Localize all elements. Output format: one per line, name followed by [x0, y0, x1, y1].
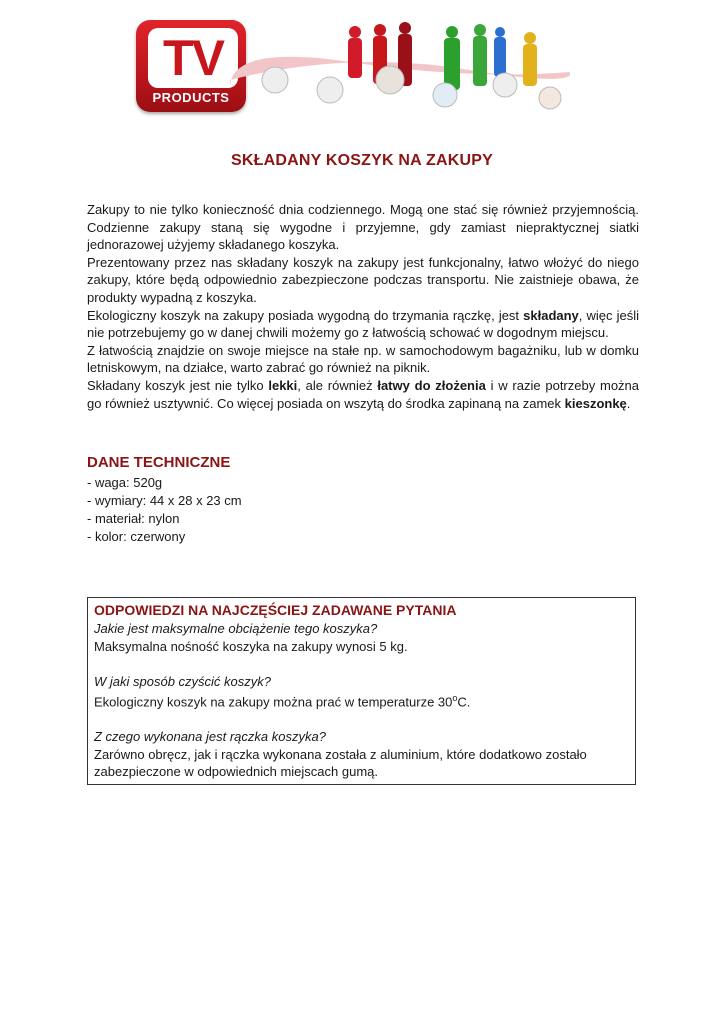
logo-tv-text: TV	[148, 28, 238, 88]
description-paragraph: Składany koszyk jest nie tylko lekki, ale również łatwy do złożenia i w razie potrzeby można go również usztywnić. Co więcej posiada on wszytą do środka zapinaną na zamek kieszonkę.	[87, 377, 640, 411]
faq-heading: ODPOWIEDZI NA NAJCZĘŚCIEJ ZADAWANE PYTANIA	[94, 602, 457, 618]
spec-item: - wymiary: 44 x 28 x 23 cm	[87, 493, 242, 508]
faq-answer: Ekologiczny koszyk na zakupy można prać w temperaturze 30$^o$C.	[94, 693, 471, 710]
faq-answer: Zarówno obręcz, jak i rączka wykonana została z aluminium, które dodatkowo zostało zabezpieczone w odpowiednich miejscach gumą.	[94, 746, 587, 780]
faq-question: Z czego wykonana jest rączka koszyka?	[94, 729, 326, 745]
faq-question: Jakie jest maksymalne obciążenie tego koszyka?	[94, 621, 378, 636]
spec-item: - waga: 520g	[87, 475, 163, 490]
spec-item: - materiał: nylon	[87, 511, 180, 526]
page-title: SKŁADANY KOSZYK NA ZAKUPY	[231, 152, 493, 169]
faq-answer: Maksymalna nośność koszyka na zakupy wynosi 5 kg.	[94, 638, 408, 654]
faq-question: W jaki sposób czyścić koszyk?	[94, 673, 271, 689]
header-banner	[130, 10, 570, 110]
specs-heading: DANE TECHNICZNE	[87, 454, 231, 471]
logo-products-text: PRODUCTS	[152, 90, 230, 105]
description-paragraph: Zakupy to nie tylko konieczność dnia codziennego. Mogą one stać się również przyjemnością. Codzienne zakupy staną się wygodne i przyjemne, gdy zamiast niepraktycznej siatki jednorazowej użyjemy składanego koszyka.	[87, 202, 639, 253]
product-description	[87, 201, 639, 412]
specs-list	[87, 474, 242, 546]
description-paragraph: Ekologiczny koszyk na zakupy posiada wygodną do trzymania rączkę, jest składany, więc jeśli nie potrzebujemy go w danej chwili możemy go z łatwością schować w dogodnym miejscu.	[87, 307, 639, 341]
faq-box	[87, 597, 636, 785]
spec-item: - kolor: czerwony	[87, 529, 186, 544]
people-banner-graphic	[230, 10, 570, 110]
description-paragraph: Prezentowany przez nas składany koszyk na zakupy jest funkcjonalny, łatwo włożyć do niego zakupy, które będą odpowiednio zabezpieczone podczas transportu. Nie zaistnieje obawa, że produkty wypadną z koszyka.	[87, 254, 639, 305]
description-paragraph: Z łatwością znajdzie on swoje miejsce na stałe np. w samochodowym bagażniku, lub w domku letniskowym, na działce, warto zabrać go również na piknik.	[87, 342, 639, 376]
